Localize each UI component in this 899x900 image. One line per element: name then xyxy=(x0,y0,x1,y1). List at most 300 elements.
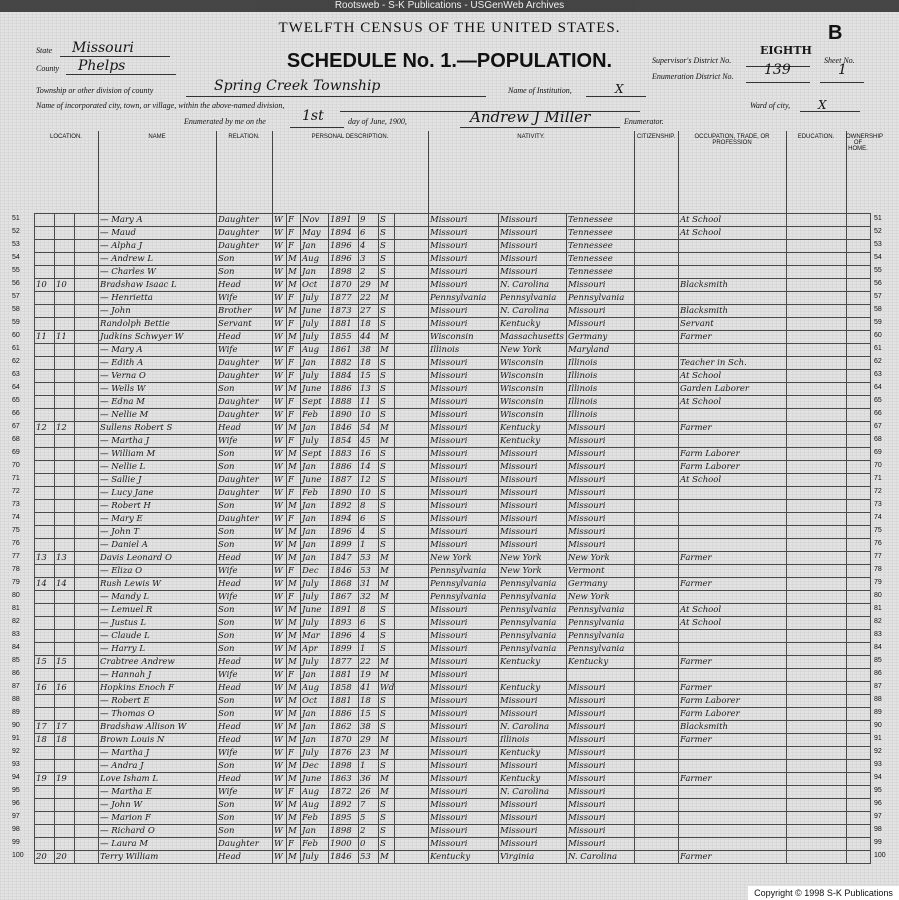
cell-ms: M xyxy=(379,435,395,448)
cell-blank xyxy=(395,643,429,656)
table-row xyxy=(35,578,871,591)
cell-fam: 11 xyxy=(55,331,75,344)
cell-age: 14 xyxy=(359,461,379,474)
cell-blank xyxy=(787,396,847,409)
cell-s: M xyxy=(287,695,301,708)
cell-fam: 13 xyxy=(55,552,75,565)
cell-ms: S xyxy=(379,604,395,617)
cell-s: M xyxy=(287,630,301,643)
cell-occ: Blacksmith xyxy=(679,305,787,318)
cell-rel: Son xyxy=(217,461,273,474)
cell-blank xyxy=(787,656,847,669)
cell-rel: Wife xyxy=(217,669,273,682)
cell-ms: S xyxy=(379,760,395,773)
cell-yr: 1858 xyxy=(329,682,359,695)
cell-age: 1 xyxy=(359,760,379,773)
cell-blank xyxy=(395,812,429,825)
cell-mo: Jan xyxy=(301,461,329,474)
cell-name: Judkins Schwyer W xyxy=(99,331,217,344)
cell-blank xyxy=(635,331,679,344)
cell-fb: Missouri xyxy=(499,760,567,773)
table-row xyxy=(35,565,871,578)
cell-blank xyxy=(75,578,99,591)
cell-blank xyxy=(787,825,847,838)
cell-c: W xyxy=(273,526,287,539)
cell-blank xyxy=(75,214,99,227)
cell-pb: Missouri xyxy=(429,448,499,461)
line-number: 79 xyxy=(12,579,20,586)
cell-s: M xyxy=(287,383,301,396)
cell-blank xyxy=(847,227,871,240)
cell-occ: Farm Laborer xyxy=(679,448,787,461)
personal-description-header: PERSONAL DESCRIPTION. xyxy=(272,131,429,213)
cell-mb: Missouri xyxy=(567,539,635,552)
cell-blank xyxy=(75,396,99,409)
cell-fam xyxy=(55,409,75,422)
cell-blank xyxy=(787,344,847,357)
cell-name: — Claude L xyxy=(99,630,217,643)
cell-mo: Mar xyxy=(301,630,329,643)
cell-fam xyxy=(55,630,75,643)
cell-fb: New York xyxy=(499,344,567,357)
cell-blank xyxy=(635,695,679,708)
cell-name: — John xyxy=(99,305,217,318)
cell-age: 5 xyxy=(359,812,379,825)
cell-dw xyxy=(35,266,55,279)
cell-name: Bradshaw Isaac L xyxy=(99,279,217,292)
cell-blank xyxy=(75,461,99,474)
line-number: 69 xyxy=(874,449,882,456)
line-number: 99 xyxy=(874,839,882,846)
cell-c: W xyxy=(273,253,287,266)
cell-mb: Missouri xyxy=(567,279,635,292)
enumeration-label: Enumeration District No. xyxy=(652,72,734,81)
line-number: 74 xyxy=(874,514,882,521)
line-number: 66 xyxy=(12,410,20,417)
cell-blank xyxy=(395,253,429,266)
cell-yr: 1896 xyxy=(329,630,359,643)
cell-ms: M xyxy=(379,773,395,786)
cell-dw xyxy=(35,786,55,799)
cell-ms: S xyxy=(379,448,395,461)
copyright-notice: Copyright © 1998 S-K Publications xyxy=(748,886,899,900)
cell-blank xyxy=(635,279,679,292)
township-label: Township or other division of county xyxy=(36,86,154,95)
cell-rel: Son xyxy=(217,825,273,838)
cell-s: F xyxy=(287,669,301,682)
cell-c: W xyxy=(273,799,287,812)
cell-blank xyxy=(395,695,429,708)
cell-dw xyxy=(35,799,55,812)
cell-dw xyxy=(35,695,55,708)
cell-pb: Pennsylvania xyxy=(429,591,499,604)
cell-name: — Nellie M xyxy=(99,409,217,422)
cell-fb: Missouri xyxy=(499,253,567,266)
cell-blank xyxy=(395,773,429,786)
cell-s: F xyxy=(287,513,301,526)
cell-c: W xyxy=(273,617,287,630)
cell-mb: Tennessee xyxy=(567,266,635,279)
table-row xyxy=(35,656,871,669)
archive-watermark: Rootsweb - S-K Publications - USGenWeb Archives xyxy=(0,0,899,12)
cell-blank xyxy=(635,565,679,578)
cell-yr: 1899 xyxy=(329,643,359,656)
line-number: 96 xyxy=(12,800,20,807)
cell-yr: 1886 xyxy=(329,383,359,396)
cell-fb: Virginia xyxy=(499,851,567,864)
cell-rel: Son xyxy=(217,604,273,617)
cell-mo: Jan xyxy=(301,721,329,734)
cell-blank xyxy=(395,526,429,539)
cell-blank xyxy=(847,331,871,344)
cell-blank xyxy=(395,825,429,838)
cell-dw: 18 xyxy=(35,734,55,747)
cell-mo: Oct xyxy=(301,695,329,708)
cell-s: M xyxy=(287,526,301,539)
cell-fb: Wisconsin xyxy=(499,357,567,370)
cell-blank xyxy=(847,279,871,292)
cell-age: 12 xyxy=(359,474,379,487)
cell-blank xyxy=(395,747,429,760)
cell-name: — Mary A xyxy=(99,214,217,227)
cell-mb: Illinois xyxy=(567,396,635,409)
cell-s: M xyxy=(287,331,301,344)
cell-c: W xyxy=(273,318,287,331)
cell-fam xyxy=(55,344,75,357)
cell-s: M xyxy=(287,266,301,279)
cell-c: W xyxy=(273,357,287,370)
cell-name: — Andra J xyxy=(99,760,217,773)
cell-blank xyxy=(635,539,679,552)
table-row xyxy=(35,253,871,266)
cell-mo: May xyxy=(301,227,329,240)
cell-name: — Edith A xyxy=(99,357,217,370)
cell-blank xyxy=(635,344,679,357)
cell-yr: 1896 xyxy=(329,526,359,539)
enumerated-label: Enumerated by me on the xyxy=(184,117,266,126)
cell-blank xyxy=(635,552,679,565)
cell-mo: July xyxy=(301,851,329,864)
cell-pb: Missouri xyxy=(429,604,499,617)
cell-yr: 1877 xyxy=(329,656,359,669)
cell-pb: Missouri xyxy=(429,617,499,630)
cell-yr: 1877 xyxy=(329,292,359,305)
cell-yr: 1881 xyxy=(329,695,359,708)
cell-blank xyxy=(635,734,679,747)
cell-fam xyxy=(55,539,75,552)
cell-blank xyxy=(635,214,679,227)
cell-mb: Missouri xyxy=(567,786,635,799)
cell-blank xyxy=(787,617,847,630)
cell-yr: 1886 xyxy=(329,708,359,721)
cell-c: W xyxy=(273,331,287,344)
cell-c: W xyxy=(273,552,287,565)
cell-blank xyxy=(847,747,871,760)
cell-pb: Missouri xyxy=(429,799,499,812)
cell-fb: Kentucky xyxy=(499,422,567,435)
county-label: County xyxy=(36,64,60,73)
cell-blank xyxy=(75,370,99,383)
cell-mb: Illinois xyxy=(567,370,635,383)
cell-s: M xyxy=(287,851,301,864)
cell-name: — Martha J xyxy=(99,747,217,760)
cell-blank xyxy=(395,292,429,305)
cell-s: F xyxy=(287,838,301,851)
cell-occ xyxy=(679,266,787,279)
table-row xyxy=(35,643,871,656)
sheet-value: 1 xyxy=(838,62,847,78)
cell-yr: 1868 xyxy=(329,578,359,591)
cell-occ: Farmer xyxy=(679,734,787,747)
cell-blank xyxy=(635,812,679,825)
cell-ms: M xyxy=(379,422,395,435)
cell-occ: Farm Laborer xyxy=(679,461,787,474)
line-number: 91 xyxy=(12,735,20,742)
cell-fb: Wisconsin xyxy=(499,396,567,409)
cell-yr: 1872 xyxy=(329,786,359,799)
cell-rel: Servant xyxy=(217,318,273,331)
cell-mb: N. Carolina xyxy=(567,851,635,864)
cell-name: Sullens Robert S xyxy=(99,422,217,435)
cell-mo: Aug xyxy=(301,786,329,799)
line-number: 99 xyxy=(12,839,20,846)
cell-rel: Son xyxy=(217,799,273,812)
cell-yr: 1892 xyxy=(329,799,359,812)
cell-blank xyxy=(787,318,847,331)
table-row xyxy=(35,539,871,552)
township-value: Spring Creek Township xyxy=(214,78,381,94)
cell-blank xyxy=(787,591,847,604)
cell-blank xyxy=(635,799,679,812)
cell-fam xyxy=(55,214,75,227)
cell-age: 32 xyxy=(359,591,379,604)
cell-blank xyxy=(75,812,99,825)
cell-blank xyxy=(847,513,871,526)
cell-blank xyxy=(75,305,99,318)
cell-occ xyxy=(679,643,787,656)
cell-mo: June xyxy=(301,474,329,487)
cell-occ: Farmer xyxy=(679,578,787,591)
cell-blank xyxy=(75,253,99,266)
census-rows xyxy=(34,213,870,864)
cell-yr: 1891 xyxy=(329,214,359,227)
cell-name: — John T xyxy=(99,526,217,539)
cell-fam xyxy=(55,357,75,370)
cell-ms: M xyxy=(379,552,395,565)
cell-blank xyxy=(75,799,99,812)
cell-blank xyxy=(75,656,99,669)
cell-blank xyxy=(787,747,847,760)
cell-blank xyxy=(847,292,871,305)
cell-dw xyxy=(35,214,55,227)
sheet-line xyxy=(820,82,864,83)
cell-rel: Head xyxy=(217,578,273,591)
cell-ms: M xyxy=(379,279,395,292)
cell-s: M xyxy=(287,773,301,786)
cell-rel: Daughter xyxy=(217,227,273,240)
cell-mb: Missouri xyxy=(567,461,635,474)
cell-name: — Justus L xyxy=(99,617,217,630)
cell-rel: Son xyxy=(217,812,273,825)
cell-blank xyxy=(395,578,429,591)
cell-name: — Robert H xyxy=(99,500,217,513)
cell-mo: Feb xyxy=(301,812,329,825)
cell-occ: Blacksmith xyxy=(679,721,787,734)
cell-c: W xyxy=(273,786,287,799)
cell-blank xyxy=(787,227,847,240)
cell-ms: S xyxy=(379,487,395,500)
cell-occ: At School xyxy=(679,214,787,227)
cell-blank xyxy=(635,500,679,513)
line-number: 57 xyxy=(874,293,882,300)
cell-yr: 1890 xyxy=(329,409,359,422)
table-row xyxy=(35,669,871,682)
cell-pb: Missouri xyxy=(429,539,499,552)
cell-mb: New York xyxy=(567,552,635,565)
table-row xyxy=(35,812,871,825)
cell-blank xyxy=(75,526,99,539)
line-number: 89 xyxy=(874,709,882,716)
cell-yr: 1883 xyxy=(329,448,359,461)
cell-mb: Tennessee xyxy=(567,253,635,266)
county-value: Phelps xyxy=(78,58,126,74)
table-row xyxy=(35,461,871,474)
cell-blank xyxy=(787,578,847,591)
cell-s: M xyxy=(287,682,301,695)
cell-mb: Pennsylvania xyxy=(567,604,635,617)
cell-yr: 1892 xyxy=(329,500,359,513)
cell-ms: S xyxy=(379,305,395,318)
line-number: 56 xyxy=(874,280,882,287)
cell-fam xyxy=(55,513,75,526)
cell-rel: Head xyxy=(217,279,273,292)
cell-age: 23 xyxy=(359,747,379,760)
cell-yr: 1881 xyxy=(329,318,359,331)
cell-age: 45 xyxy=(359,435,379,448)
cell-blank xyxy=(395,422,429,435)
cell-blank xyxy=(635,383,679,396)
cell-fam xyxy=(55,474,75,487)
cell-blank xyxy=(395,591,429,604)
cell-mb: Missouri xyxy=(567,825,635,838)
cell-blank xyxy=(787,370,847,383)
cell-fam: 16 xyxy=(55,682,75,695)
cell-age: 53 xyxy=(359,565,379,578)
cell-fb: Pennsylvania xyxy=(499,578,567,591)
cell-blank xyxy=(75,292,99,305)
cell-pb: Missouri xyxy=(429,279,499,292)
cell-fb: Missouri xyxy=(499,513,567,526)
cell-ms: M xyxy=(379,747,395,760)
cell-fam xyxy=(55,760,75,773)
cell-dw xyxy=(35,513,55,526)
cell-occ xyxy=(679,747,787,760)
cell-rel: Son xyxy=(217,760,273,773)
cell-blank xyxy=(635,227,679,240)
cell-pb: Missouri xyxy=(429,422,499,435)
cell-mb: Germany xyxy=(567,578,635,591)
cell-s: F xyxy=(287,357,301,370)
cell-c: W xyxy=(273,669,287,682)
cell-blank xyxy=(75,786,99,799)
cell-fb: Missouri xyxy=(499,708,567,721)
cell-blank xyxy=(847,851,871,864)
cell-blank xyxy=(847,422,871,435)
cell-fb: Kentucky xyxy=(499,318,567,331)
cell-mo: Jan xyxy=(301,734,329,747)
cell-mo: Dec xyxy=(301,760,329,773)
cell-mo: Sept xyxy=(301,448,329,461)
cell-fb: New York xyxy=(499,552,567,565)
line-number: 100 xyxy=(12,852,24,859)
cell-mb: Missouri xyxy=(567,500,635,513)
cell-blank xyxy=(635,708,679,721)
cell-c: W xyxy=(273,305,287,318)
cell-mo: Aug xyxy=(301,253,329,266)
cell-yr: 1870 xyxy=(329,279,359,292)
cell-blank xyxy=(787,292,847,305)
cell-c: W xyxy=(273,812,287,825)
cell-fam xyxy=(55,708,75,721)
cell-s: M xyxy=(287,539,301,552)
cell-fb: Pennsylvania xyxy=(499,630,567,643)
cell-blank xyxy=(847,669,871,682)
cell-blank xyxy=(75,565,99,578)
cell-mb: Missouri xyxy=(567,773,635,786)
line-number: 82 xyxy=(874,618,882,625)
cell-blank xyxy=(75,539,99,552)
line-number: 55 xyxy=(12,267,20,274)
cell-mb: Germany xyxy=(567,331,635,344)
cell-name: Rush Lewis W xyxy=(99,578,217,591)
cell-fb: Missouri xyxy=(499,539,567,552)
cell-c: W xyxy=(273,396,287,409)
table-row xyxy=(35,292,871,305)
name-header: NAME xyxy=(98,131,217,213)
cell-mb: Pennsylvania xyxy=(567,643,635,656)
cell-rel: Son xyxy=(217,630,273,643)
cell-fam xyxy=(55,669,75,682)
cell-blank xyxy=(635,370,679,383)
cell-blank xyxy=(635,578,679,591)
line-number: 98 xyxy=(12,826,20,833)
cell-rel: Daughter xyxy=(217,513,273,526)
table-row xyxy=(35,747,871,760)
institution-value: X xyxy=(615,82,624,96)
cell-pb: Missouri xyxy=(429,253,499,266)
table-row xyxy=(35,630,871,643)
cell-ms: S xyxy=(379,409,395,422)
cell-blank xyxy=(75,409,99,422)
cell-rel: Daughter xyxy=(217,838,273,851)
cell-ms: S xyxy=(379,695,395,708)
relation-header: RELATION. xyxy=(216,131,273,213)
table-row xyxy=(35,214,871,227)
line-number: 51 xyxy=(12,215,20,222)
cell-fb: Missouri xyxy=(499,799,567,812)
cell-yr: 1870 xyxy=(329,734,359,747)
cell-blank xyxy=(75,708,99,721)
table-row xyxy=(35,240,871,253)
cell-blank xyxy=(635,825,679,838)
cell-blank xyxy=(847,253,871,266)
cell-fam xyxy=(55,526,75,539)
cell-fam xyxy=(55,461,75,474)
cell-occ xyxy=(679,253,787,266)
cell-yr: 1873 xyxy=(329,305,359,318)
cell-ms: S xyxy=(379,721,395,734)
cell-blank xyxy=(635,448,679,461)
